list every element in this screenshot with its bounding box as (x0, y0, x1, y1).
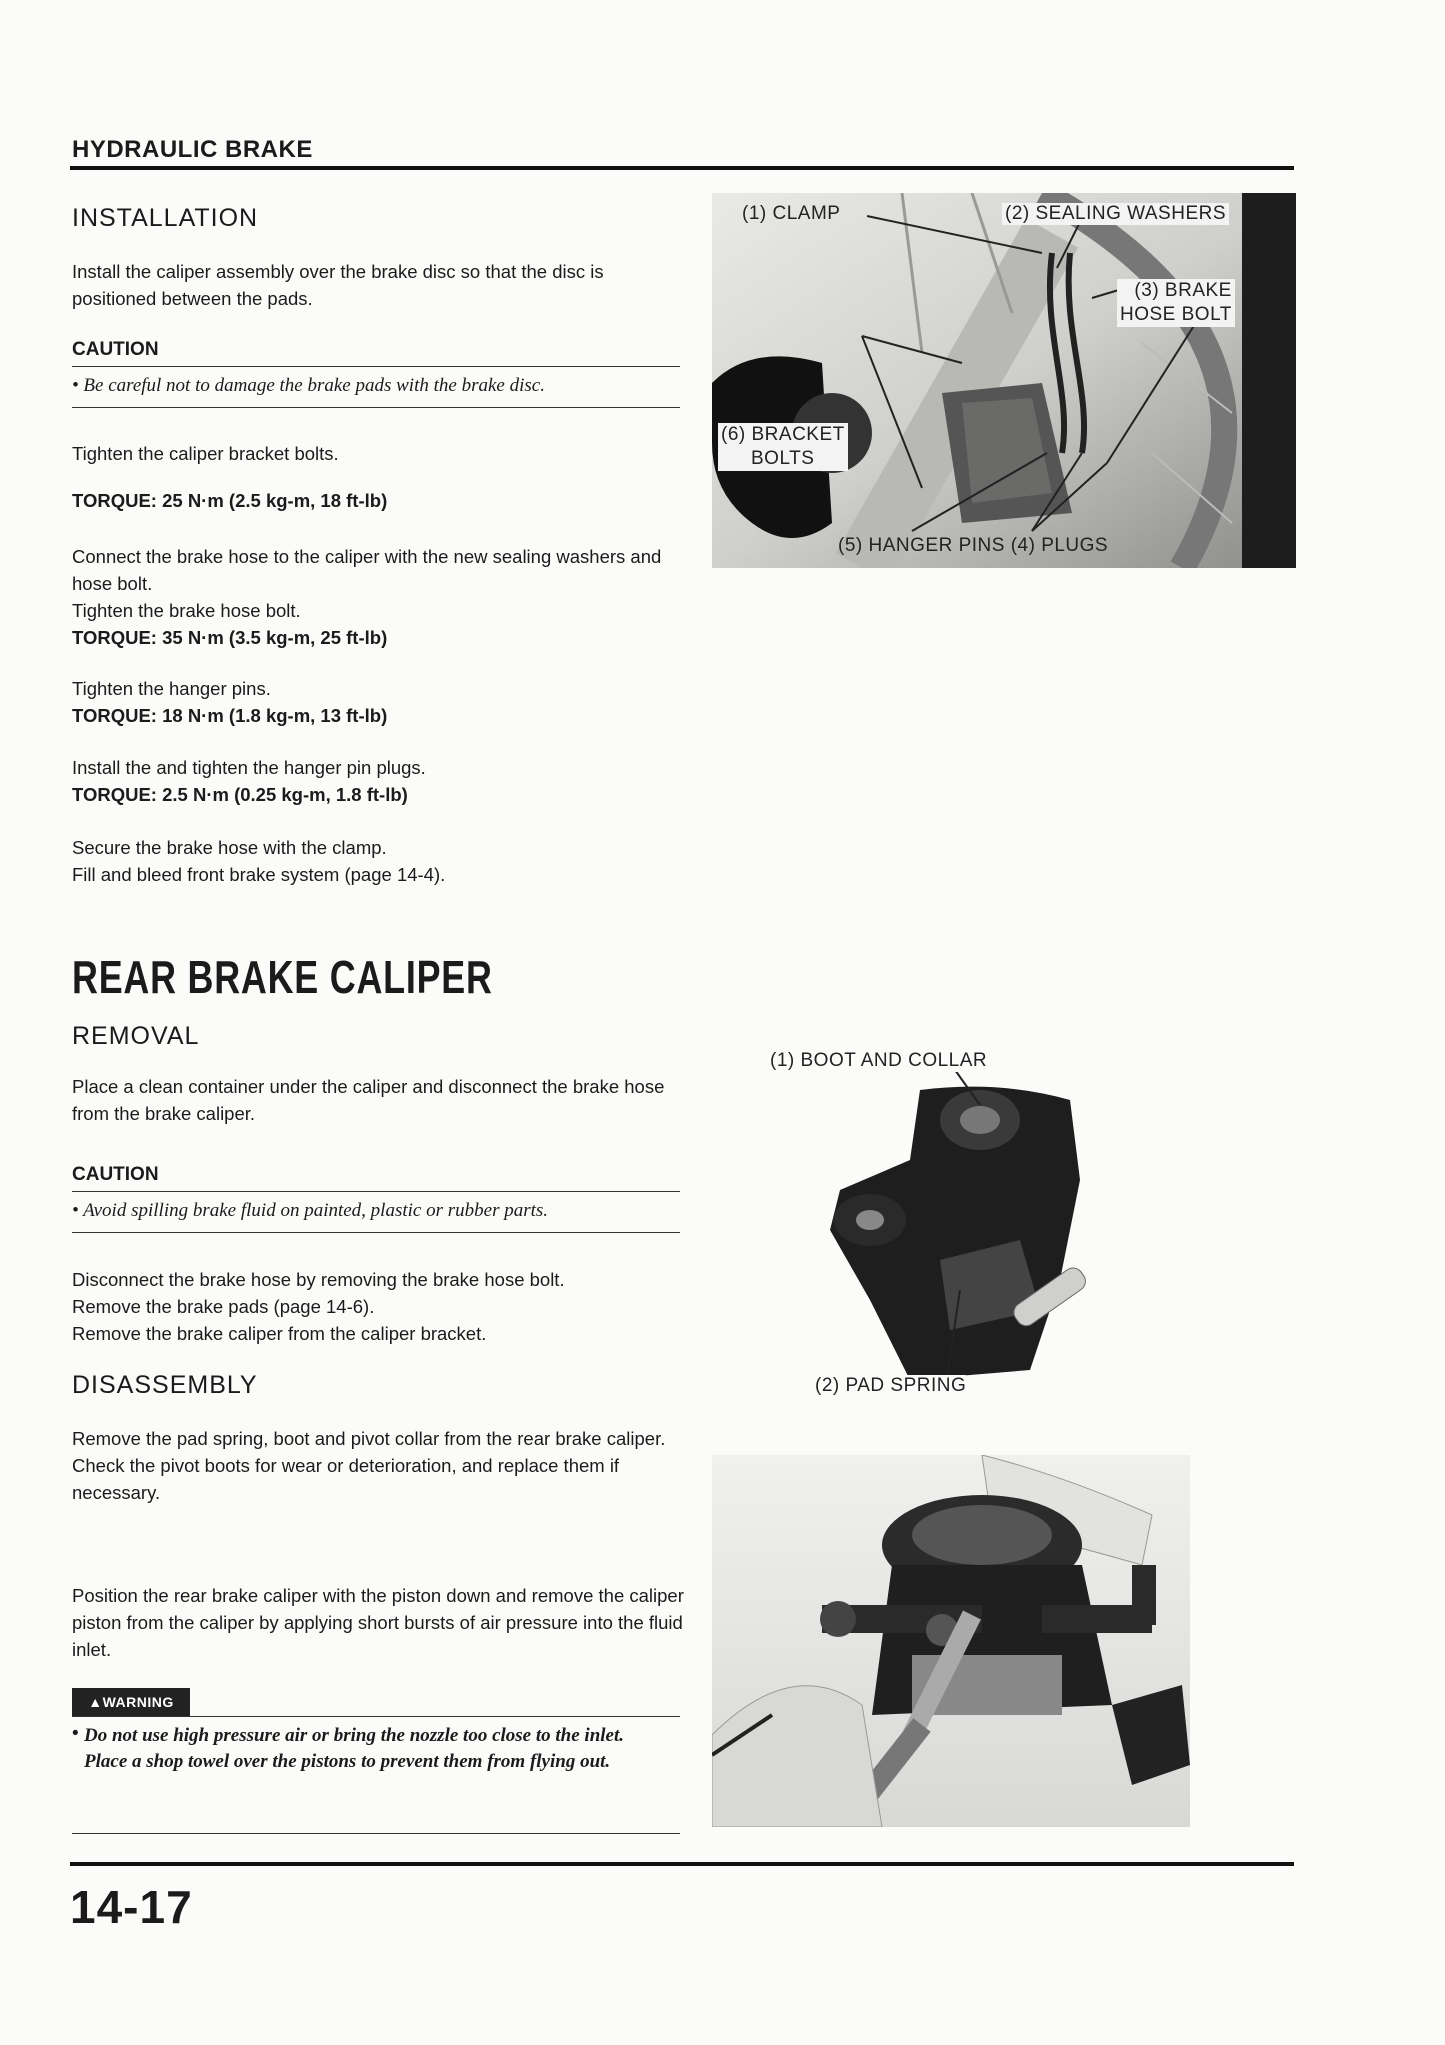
removal-caution-rule-bottom (72, 1232, 680, 1233)
disassembly-p3a: Remove the pad spring, boot and pivot collar from the rear brake caliper. (72, 1428, 666, 1449)
label-brake-hose-bolt-line1: (3) BRAKE (1134, 280, 1232, 301)
installation-p6b: Fill and bleed front brake system (page 14-4). (72, 864, 446, 885)
label-clamp: (1) CLAMP (742, 203, 841, 224)
removal-paragraph-2 (72, 1266, 687, 1347)
caution-rule-top (72, 366, 680, 367)
removal-caution-title: CAUTION (72, 1164, 159, 1185)
label-bracket-bolts-line2: BOLTS (751, 448, 815, 469)
disassembly-p3b: Check the pivot boots for wear or deterioration, and replace them if necessary. (72, 1455, 620, 1503)
removal-p1: Place a clean container under the caliper and disconnect the brake hose from the brake caliper. (72, 1076, 665, 1124)
piston-removal-photo (712, 1455, 1190, 1827)
warning-rule-top (72, 1716, 680, 1717)
label-pad-spring: (2) PAD SPRING (815, 1375, 967, 1396)
label-sealing-washers: (2) SEALING WASHERS (1002, 203, 1229, 225)
header-rule (70, 166, 1294, 170)
installation-caution-text: Be careful not to damage the brake pads with the brake disc. (83, 375, 545, 396)
installation-heading: INSTALLATION (72, 204, 259, 232)
installation-caution-bullet: • Be careful not to damage the brake pads with the brake disc. (72, 375, 545, 396)
removal-p2a: Disconnect the brake hose by removing the brake hose bolt. (72, 1269, 565, 1290)
disassembly-paragraph-1 (72, 1425, 687, 1506)
installation-p1: Install the caliper assembly over the brake disc so that the disc is positioned between the pads. (72, 261, 604, 309)
installation-caution-title: CAUTION (72, 339, 159, 360)
label-brake-hose-bolt (1117, 279, 1235, 327)
torque-hose-bolt: TORQUE: 35 N·m (3.5 kg-m, 25 ft-lb) (72, 627, 388, 648)
installation-paragraph-2 (72, 440, 687, 467)
warning-line-2: Place a shop towel over the pistons to prevent them from flying out. (84, 1751, 611, 1772)
front-caliper-illustration (712, 193, 1296, 568)
installation-p4: Tighten the hanger pins. (72, 678, 271, 699)
removal-p2c: Remove the brake caliper from the caliper bracket. (72, 1323, 487, 1344)
installation-p6a: Secure the brake hose with the clamp. (72, 837, 387, 858)
torque-hanger-pins: TORQUE: 18 N·m (1.8 kg-m, 13 ft-lb) (72, 705, 388, 726)
disassembly-heading: DISASSEMBLY (72, 1371, 258, 1399)
torque-plugs: TORQUE: 2.5 N·m (0.25 kg-m, 1.8 ft-lb) (72, 784, 408, 805)
installation-paragraph-4 (72, 675, 687, 729)
installation-p3a: Connect the brake hose to the caliper with the new sealing washers and hose bolt. (72, 546, 662, 594)
warning-line-1: Do not use high pressure air or bring the nozzle too close to the inlet. (84, 1725, 624, 1746)
installation-paragraph-1 (72, 258, 687, 312)
installation-paragraph-6 (72, 834, 687, 888)
rear-brake-caliper-title: REAR BRAKE CALIPER (72, 951, 493, 1003)
removal-caution-text: Avoid spilling brake fluid on painted, plastic or rubber parts. (83, 1200, 549, 1221)
removal-caution-bullet: • Avoid spilling brake fluid on painted, plastic or rubber parts. (72, 1200, 549, 1221)
page-number: 14-17 (70, 1881, 193, 1933)
installation-p5: Install the and tighten the hanger pin plugs. (72, 757, 426, 778)
label-bracket-bolts (718, 423, 848, 471)
disassembly-p4: Position the rear brake caliper with the piston down and remove the caliper piston from the caliper by applying short bursts of air pressure into the fluid inlet. (72, 1585, 684, 1660)
torque-bracket-bolts: TORQUE: 25 N·m (2.5 kg-m, 18 ft-lb) (72, 490, 388, 511)
section-header: HYDRAULIC BRAKE (72, 136, 313, 163)
warning-rule-bottom (72, 1833, 680, 1834)
caution-rule-bottom (72, 407, 680, 408)
front-caliper-photo (712, 193, 1296, 568)
label-brake-hose-bolt-line2: HOSE BOLT (1120, 304, 1232, 325)
removal-heading: REMOVAL (72, 1022, 200, 1050)
label-hanger-pins-plugs: (5) HANGER PINS (4) PLUGS (838, 535, 1109, 556)
disassembly-paragraph-2 (72, 1582, 687, 1663)
footer-rule (70, 1862, 1294, 1866)
label-boot-and-collar: (1) BOOT AND COLLAR (770, 1050, 988, 1071)
removal-caution-rule-top (72, 1191, 680, 1192)
installation-p3b: Tighten the brake hose bolt. (72, 600, 301, 621)
warning-text (84, 1723, 684, 1775)
rear-caliper-illustration (770, 1050, 1100, 1420)
rear-caliper-photo (770, 1050, 1100, 1420)
removal-paragraph-1 (72, 1073, 687, 1127)
warning-bullet-dot: • (72, 1723, 79, 1744)
installation-paragraph-5 (72, 754, 687, 808)
label-bracket-bolts-line1: (6) BRACKET (721, 424, 845, 445)
warning-badge: ▲WARNING (72, 1688, 190, 1716)
piston-removal-illustration (712, 1455, 1190, 1827)
installation-paragraph-3 (72, 543, 687, 651)
removal-p2b: Remove the brake pads (page 14-6). (72, 1296, 375, 1317)
installation-p2: Tighten the caliper bracket bolts. (72, 443, 339, 464)
